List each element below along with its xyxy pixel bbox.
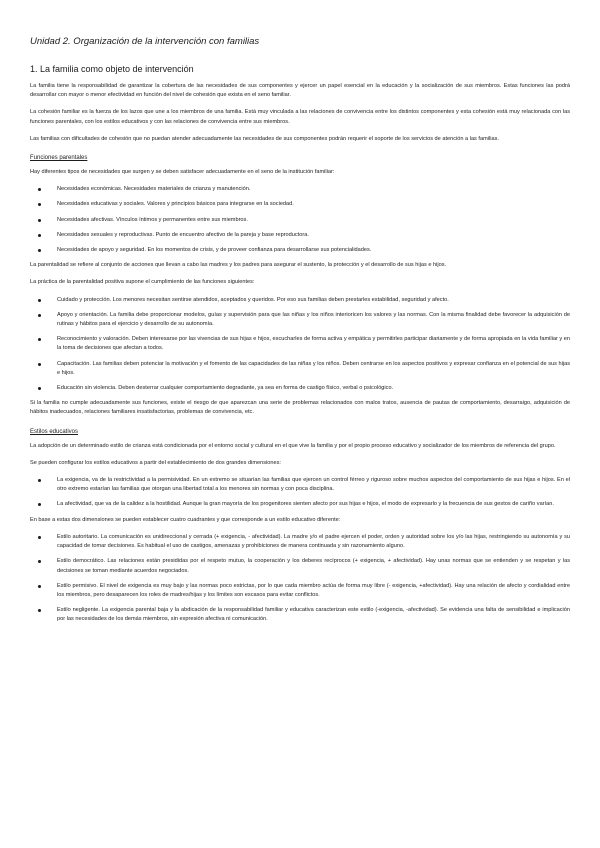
list-item: Necesidades de apoyo y seguridad. En los momentos de crisis, y de proveer confianza para desarrollarse sus potencialidades.	[30, 246, 570, 255]
estilos-intro: La adopción de un determinado estilo de crianza está condicionada por el entorno social y cultural en el que vive la familia y por el propio proceso educativo y socializador de los miembros de referencia del grupo.	[30, 442, 556, 449]
cuadrantes-lead: En base a estas dos dimensiones se pueden establecer cuatro cuadrantes y que corresponde a un estilo educativo diferente:	[30, 516, 341, 523]
subheading-estilos: Estilos educativos	[30, 428, 79, 435]
list-item: Necesidades sexuales y reproductivas. Punto de encuentro afectivo de la pareja y base reproductora.	[30, 231, 570, 240]
bullet-icon	[38, 203, 41, 206]
riesgo-paragraph: Si la familia no cumple adecuadamente sus funciones, existe el riesgo de que aparezcan una serie de problemas relacionados con malos tratos, ausencia de pautas de comportamiento, desarraigo, adquisición de hábitos inadecuados, relaciones familiares insatisfactorias, problemas de convivencia, etc.	[30, 400, 570, 416]
bullet-icon	[38, 299, 41, 302]
list-item: Cuidado y protección. Los menores necesitan sentirse atendidos, aceptados y queridos. Por eso sus familias deben prestarles estabilidad, seguridad y afecto.	[30, 296, 570, 305]
list-item: Estilo permisivo. El nivel de exigencia es muy bajo y las normas poco estrictas, por lo que cada miembro actúa de forma muy libre (- exigencia, +afectividad). Hay una relación de afecto y cordialidad entre los miembros, pero desaparecen los roles de madres/hijas y los límites son escasos para evitar conflictos.	[30, 582, 570, 600]
bullet-icon	[38, 387, 41, 390]
intro-paragraph: Las familias con dificultades de cohesión que no puedan atender adecuadamente las necesidades de sus componentes podrán requerir el soporte de los servicios de atención a las familias.	[30, 135, 499, 142]
list-item: Apoyo y orientación. La familia debe proporcionar modelos, guías y supervisión para que las niñas y los niños interioricen los valores y las normas. Con la misma finalidad debe favorecer la adquisición de rutinas y hábitos para el ejercicio y desarrollo de su autonomía.	[30, 311, 570, 329]
bullet-icon	[38, 479, 41, 482]
list-item: Necesidades económicas. Necesidades materiales de crianza y manutención.	[30, 185, 570, 194]
list-item: Educación sin violencia. Deben desterrar cualquier comportamiento degradante, ya sea en forma de castigo físico, verbal o psicológico.	[30, 384, 570, 393]
list-item: Capacitación. Las familias deben potenciar la motivación y el fomento de las capacidades de las niñas y los niños. Deben centrarse en los aspectos positivos y expresar confianza en el potencial de sus hijas e hijos.	[30, 360, 570, 378]
unit-title: Unidad 2. Organización de la intervención con familias	[30, 36, 260, 47]
bullet-icon	[38, 249, 41, 252]
list-item: Necesidades educativas y sociales. Valores y principios básicos para integrarse en la sociedad.	[30, 200, 570, 209]
bullet-icon	[38, 536, 41, 539]
bullet-icon	[38, 560, 41, 563]
bullet-icon	[38, 363, 41, 366]
parentalidad-paragraph: La parentalidad se refiere al conjunto de acciones que llevan a cabo las madres y los padres para asegurar el sustento, la protección y el desarrollo de sus hijas e hijos.	[30, 262, 447, 269]
list-item: La exigencia, va de la restrictividad a la permisividad. En un extremo se situarían las familias que ejercen un control férreo y riguroso sobre muchos aspectos del comportamiento de sus hijas e hijos. En el otro extremo estarían las familias que otorgan una libertad total a los menores sin normas y con poca disciplina.	[30, 476, 570, 494]
list-item: Estilo autoritario. La comunicación es unidireccional y cerrada (+ exigencia, - afectividad). La madre y/o el padre ejercen el poder, orden y autoridad sobre los y/o las hijas, restringiendo su autonomía y su capacidad de tomar decisiones. Es habitual el uso de castigos, amenazas y prohibiciones de manera continuada y sin razonamiento alguno.	[30, 533, 570, 551]
bullet-icon	[38, 219, 41, 222]
intro-paragraph: La cohesión familiar es la fuerza de los lazos que une a los miembros de una familia. Está muy vinculada a las relaciones de convivencia entre los distintos componentes y esta cohesión está muy relacionada con las funciones parentales, con los estilos educativos y con las relaciones de convivencia entre sus miembros.	[30, 109, 570, 125]
list-item: La afectividad, que va de la calidez a la hostilidad. Aunque la gran mayoría de los progenitores sienten afecto por sus hijas e hijos, el modo de expresarlo y la frecuencia de sus gestos de cariño varían.	[30, 500, 570, 509]
intro-paragraph: La familia tiene la responsabilidad de garantizar la cobertura de las necesidades de sus componentes y ejercer un papel esencial en la educación y la socialización de sus miembros. Estas funciones las podrá desarrollar con mayor o menor efectividad en función del nivel de cohesión que exista en el seno familiar.	[30, 83, 570, 99]
bullet-icon	[38, 338, 41, 341]
subheading-funciones: Funciones parentales	[30, 155, 88, 162]
list-item: Estilo democrático. Las relaciones están presididas por el respeto mutuo, la cooperación y los deberes recíprocos (+ exigencia, + afectividad). Hay unas normas que se entienden y se respetan y las decisiones se toman mediante acuerdos negociados.	[30, 557, 570, 575]
dims-lead: Se pueden configurar los estilos educativos a partir del establecimiento de dos grandes dimensiones:	[30, 459, 281, 466]
dims-list	[30, 476, 570, 510]
needs-list	[30, 185, 570, 255]
styles-list	[30, 533, 570, 625]
bullet-icon	[38, 234, 41, 237]
bullet-icon	[38, 503, 41, 506]
list-item: Estilo negligente. La exigencia parental baja y la abdicación de la responsabilidad familiar y educativa caracterizan este estilo (-exigencia, -afectividad). Se evidencia una falta de sensibilidad e implicación por las necesidades de los demás miembros, sin expresión afectiva ni comunicación.	[30, 606, 570, 624]
bullet-icon	[38, 188, 41, 191]
practica-lead: La práctica de la parentalidad positiva supone el cumplimiento de las funciones siguientes:	[30, 279, 255, 286]
bullet-icon	[38, 314, 41, 317]
document-page	[30, 36, 570, 631]
needs-lead: Hay diferentes tipos de necesidades que surgen y se deben satisfacer adecuadamente en el seno de la institución familiar:	[30, 169, 335, 176]
list-item: Reconocimiento y valoración. Deben interesarse por las vivencias de sus hijas e hijos, escucharles de forma activa y empática y permitirles participar diariamente y de forma apropiada en la vida familiar y en la toma de decisiones que afectan a todos.	[30, 335, 570, 353]
list-item: Necesidades afectivas. Vínculos íntimos y permanentes entre sus miembros.	[30, 216, 570, 225]
section-title: 1. La familia como objeto de intervención	[30, 64, 194, 74]
practicas-list	[30, 296, 570, 394]
bullet-icon	[38, 585, 41, 588]
bullet-icon	[38, 609, 41, 612]
